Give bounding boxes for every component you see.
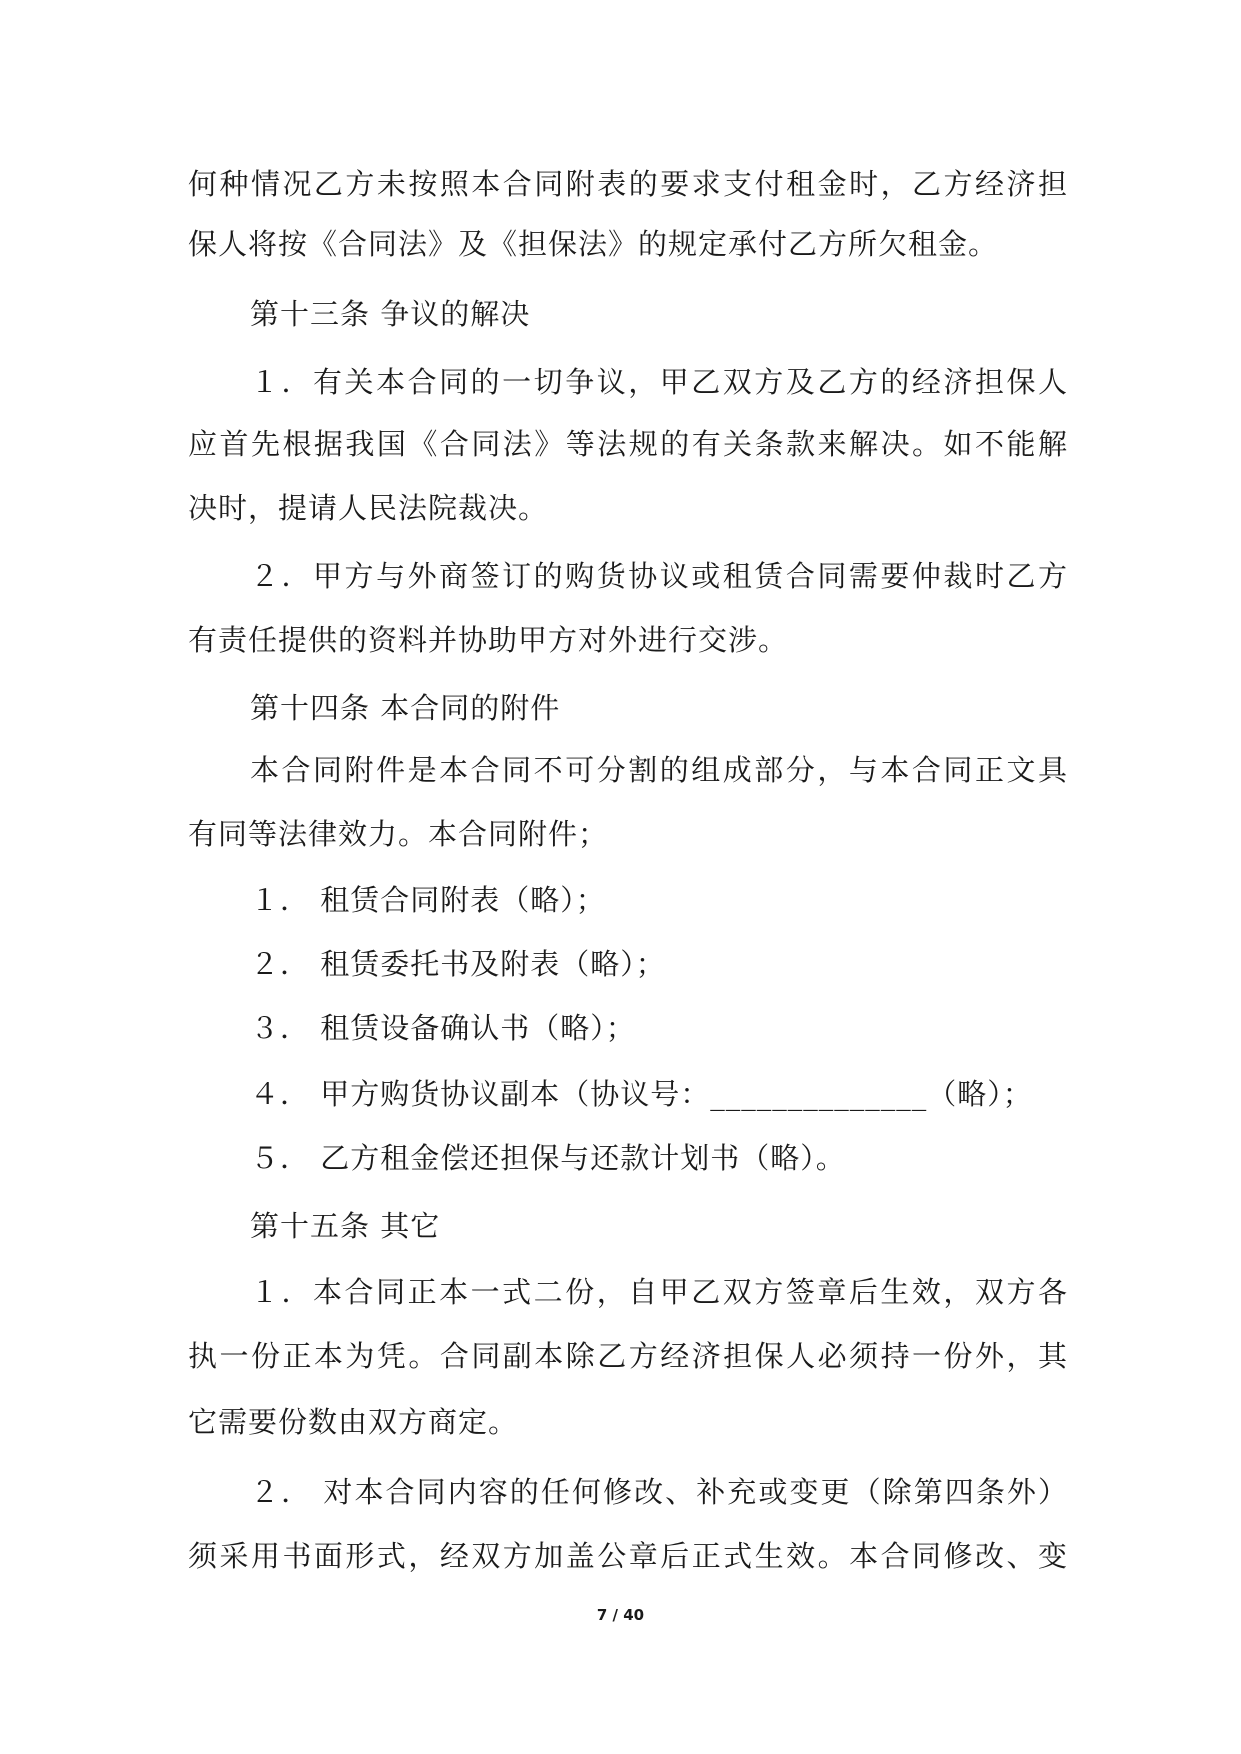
- clause-line: ２． 对本合同内容的任何修改、补充或变更（除第四条外）: [250, 1475, 1068, 1509]
- body-text-line: 有同等法律效力。本合同附件；: [188, 817, 609, 851]
- attachment-item: １． 租赁合同附表（略）；: [250, 883, 606, 917]
- attachment-item: ２． 租赁委托书及附表（略）；: [250, 947, 666, 981]
- attachment-item: ３． 租赁设备确认书（略）；: [250, 1011, 636, 1045]
- body-text-line: 保人将按《合同法》及《担保法》的规定承付乙方所欠租金。: [188, 227, 999, 261]
- body-text-line: 决时，提请人民法院裁决。: [188, 491, 549, 525]
- body-text-line: 有责任提供的资料并协助甲方对外进行交涉。: [188, 623, 789, 657]
- body-text-line: 何种情况乙方未按照本合同附表的要求支付租金时，乙方经济担: [188, 167, 1068, 201]
- article-heading: 第十四条 本合同的附件: [250, 691, 561, 725]
- page-number: 7 / 40: [596, 1606, 645, 1624]
- attachment-item: ４． 甲方购货协议副本（协议号：______________（略）；: [250, 1077, 1033, 1111]
- body-text-line: 须采用书面形式，经双方加盖公章后正式生效。本合同修改、变: [188, 1539, 1068, 1573]
- body-text-line: 本合同附件是本合同不可分割的组成部分，与本合同正文具: [250, 753, 1068, 787]
- attachment-item: ５． 乙方租金偿还担保与还款计划书（略）。: [250, 1141, 846, 1175]
- clause-line: １．本合同正本一式二份，自甲乙双方签章后生效，双方各: [250, 1275, 1068, 1309]
- clause-line: １．有关本合同的一切争议，甲乙双方及乙方的经济担保人: [250, 365, 1068, 399]
- article-heading: 第十三条 争议的解决: [250, 297, 531, 331]
- article-heading: 第十五条 其它: [250, 1209, 441, 1243]
- body-text-line: 它需要份数由双方商定。: [188, 1405, 519, 1439]
- clause-line: ２．甲方与外商签订的购货协议或租赁合同需要仲裁时乙方: [250, 559, 1068, 593]
- body-text-line: 应首先根据我国《合同法》等法规的有关条款来解决。如不能解: [188, 427, 1068, 461]
- body-text-line: 执一份正本为凭。合同副本除乙方经济担保人必须持一份外，其: [188, 1339, 1068, 1373]
